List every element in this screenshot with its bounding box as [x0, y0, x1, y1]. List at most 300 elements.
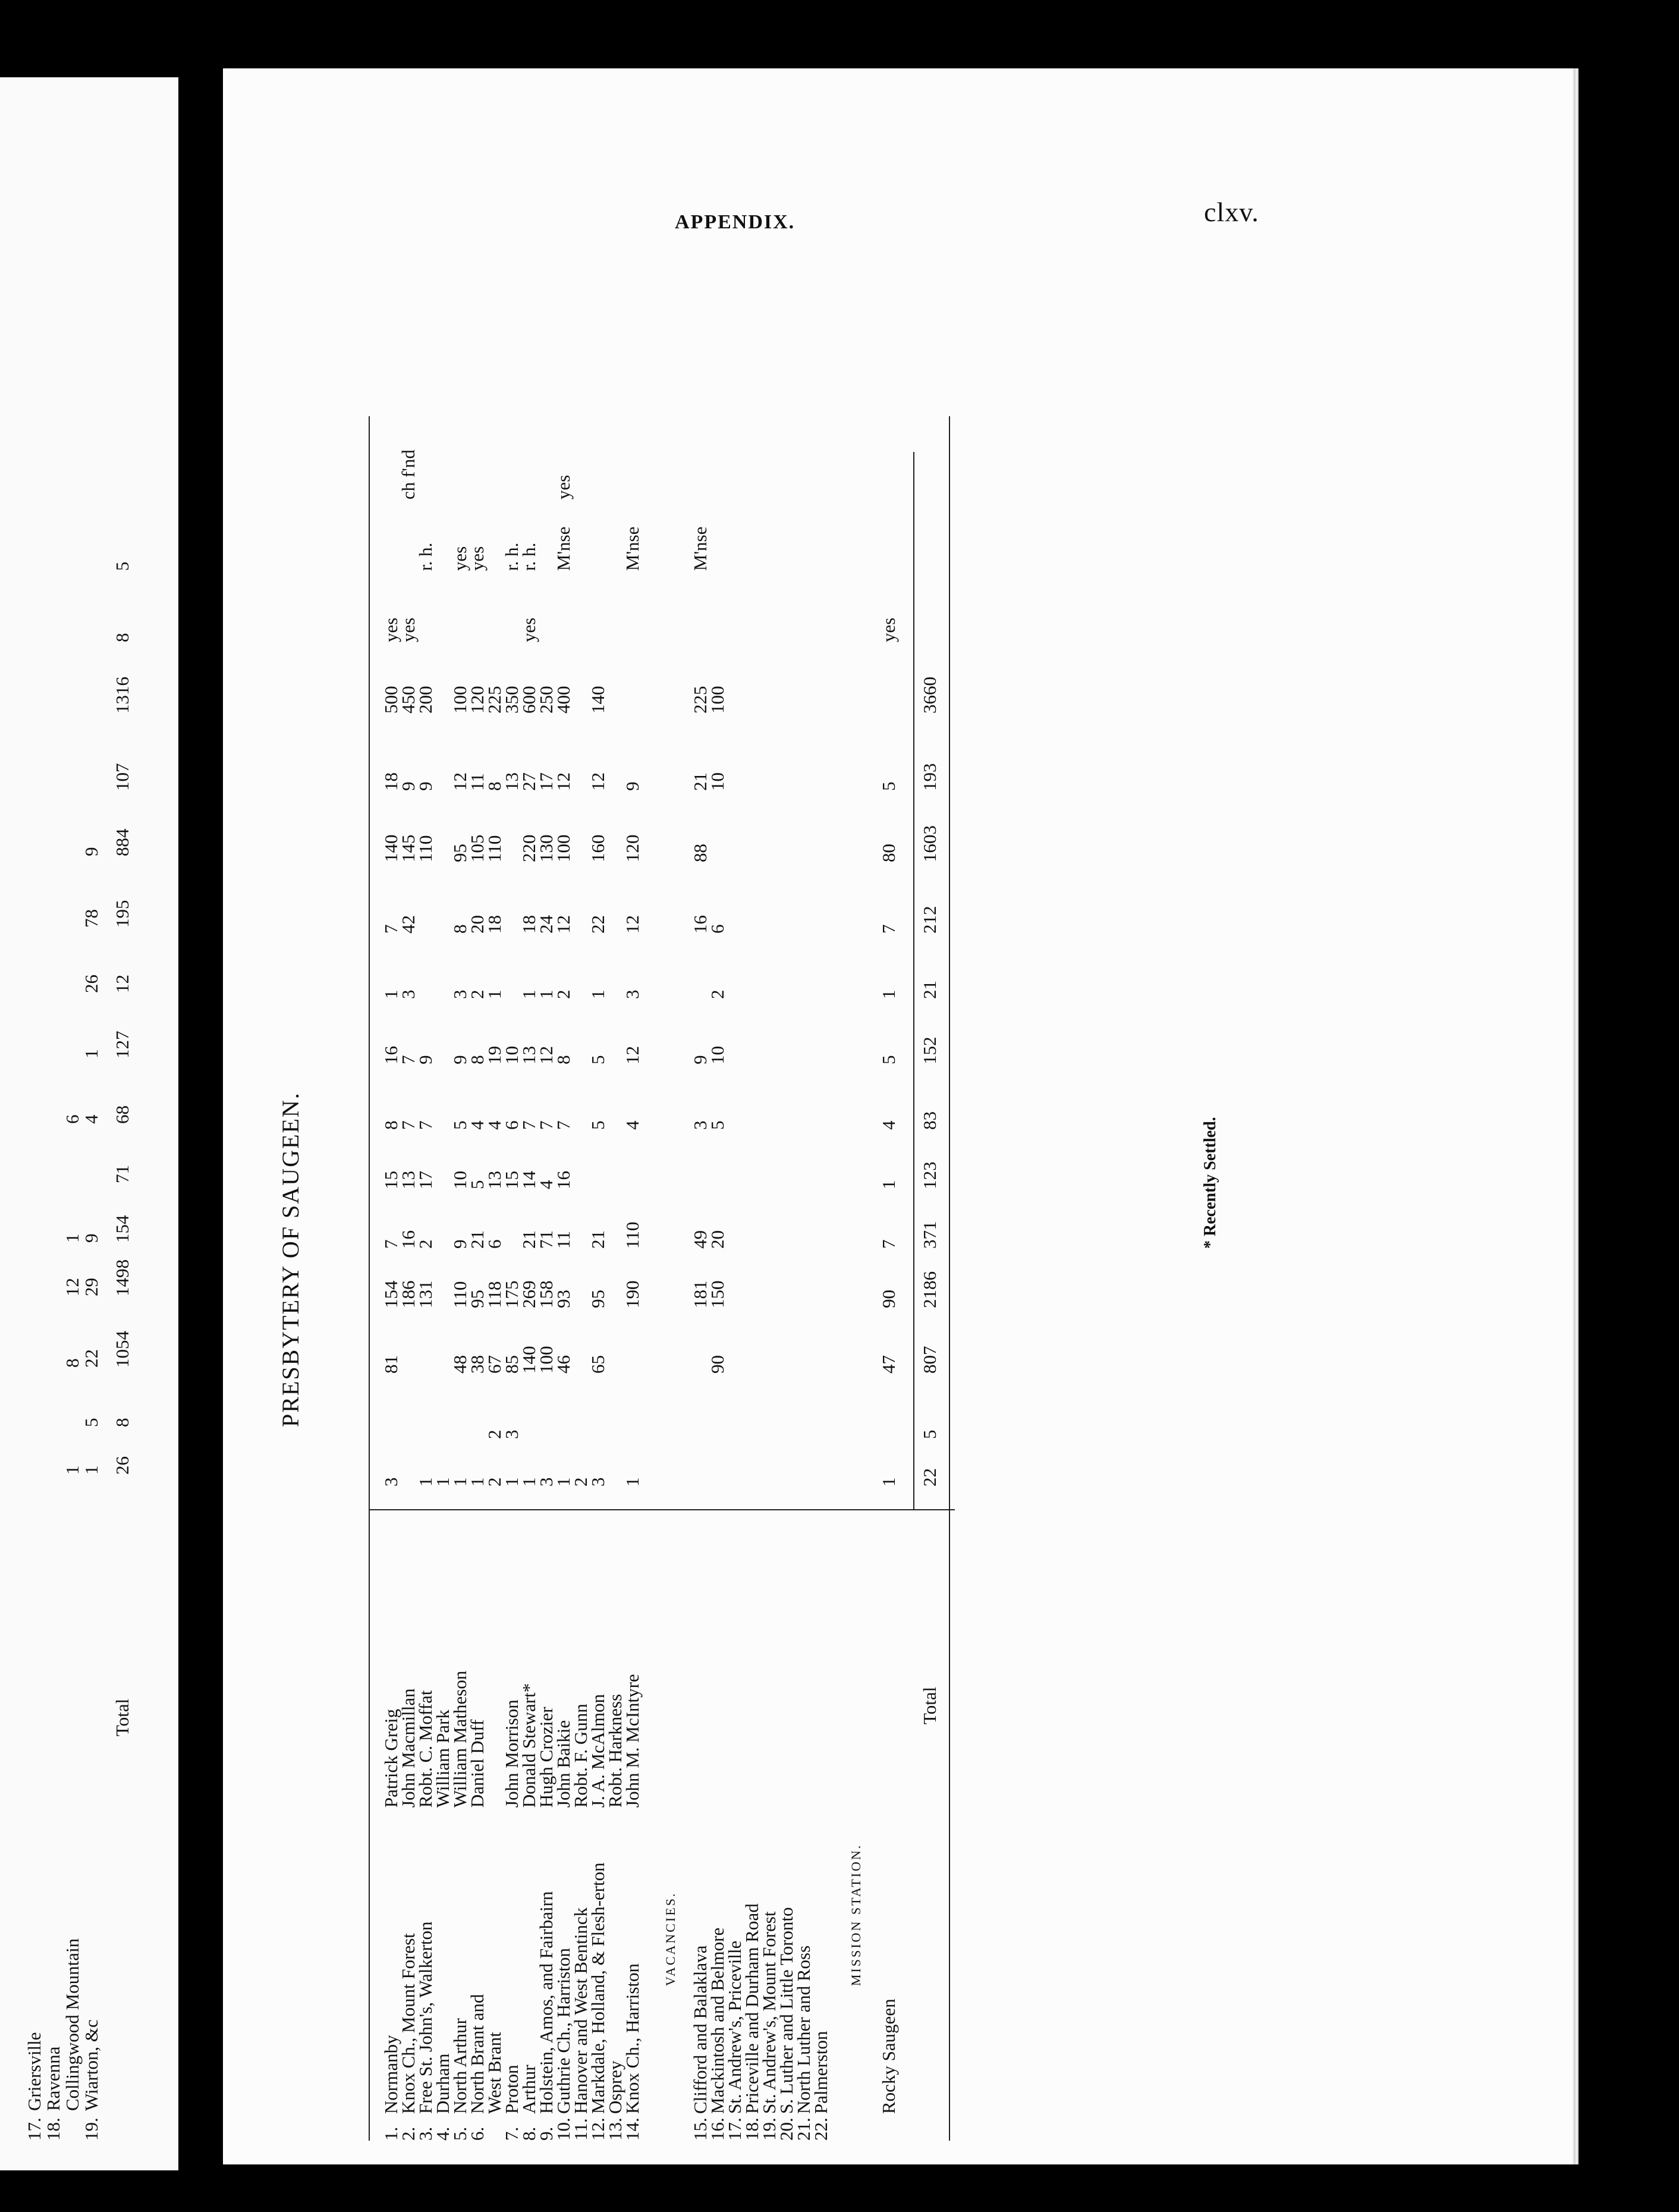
congregation-row-value: 13 — [501, 772, 522, 791]
congregation-row-value: 11 — [553, 1231, 574, 1249]
congregation-row-name: West Brant — [484, 2032, 505, 2114]
total-value: 21 — [919, 981, 940, 999]
congregation-row-value: 93 — [553, 1290, 574, 1308]
congregation-row-value: 269 — [518, 1280, 539, 1308]
congregation-row-value: 7 — [553, 1120, 574, 1130]
congregation-row-value: 11 — [467, 773, 488, 791]
left-total-value: 127 — [112, 1030, 133, 1058]
total-value: 3660 — [919, 677, 940, 714]
congregation-row-value: 9 — [398, 781, 419, 791]
left-row-value: 1 — [62, 1465, 83, 1475]
vacancy-row-value: 88 — [690, 844, 710, 862]
page-number: clxv. — [1204, 197, 1259, 227]
vacancy-row-value: 10 — [707, 1046, 728, 1064]
left-row-number: 19. — [81, 2117, 102, 2141]
total-value: 371 — [919, 1221, 940, 1249]
congregation-row-minister: John Macmillan — [398, 1688, 419, 1808]
congregation-row-value: 130 — [536, 834, 556, 862]
congregation-row-value: 140 — [587, 686, 608, 714]
congregation-row-value: 81 — [381, 1355, 401, 1374]
congregation-row-number: 14. — [622, 2117, 643, 2141]
left-total-value: 107 — [112, 763, 133, 791]
congregation-row-name: Proton — [501, 2065, 522, 2114]
congregation-row-minister: John M. McIntyre — [622, 1674, 643, 1808]
vacancy-row-value: 5 — [707, 1120, 728, 1130]
congregation-row-value: 13 — [398, 1171, 419, 1189]
congregation-row-value: 18 — [484, 915, 505, 934]
table-top-rule — [369, 416, 370, 2141]
left-total-value: 68 — [112, 1105, 133, 1124]
congregation-row-value: 2 — [415, 1239, 436, 1249]
mission-row-value: 1 — [878, 1180, 899, 1189]
left-total-value: 12 — [112, 975, 133, 993]
congregation-row-value: 3 — [622, 989, 643, 999]
left-row-number: 18. — [43, 2117, 64, 2141]
congregation-row-value: 6 — [501, 1120, 522, 1130]
table-title: PRESBYTERY OF SAUGEEN. — [277, 1092, 304, 1427]
vacancies-heading: VACANCIES. — [663, 1891, 678, 1986]
total-value: 807 — [919, 1346, 940, 1374]
congregation-row-value: 2 — [553, 989, 574, 999]
left-page-table — [12, 202, 178, 2141]
congregation-row-minister: J. A. McAlmon — [587, 1693, 608, 1808]
total-value: 22 — [919, 1468, 940, 1487]
congregation-row-minister: William Park — [432, 1710, 453, 1808]
vacancy-row-name: St. Andrew's, Priceville — [724, 1940, 745, 2114]
congregation-row-value: 38 — [467, 1355, 488, 1374]
congregation-row-value: 100 — [553, 834, 574, 862]
total-value: 152 — [919, 1036, 940, 1064]
vacancy-row-value: 3 — [690, 1120, 710, 1130]
mission-row-value: 90 — [878, 1290, 899, 1308]
left-row-value: 9 — [81, 847, 102, 856]
congregation-row-value: yes — [467, 546, 488, 571]
congregation-row-value: 8 — [381, 1120, 401, 1130]
congregation-row-value: 110 — [484, 835, 505, 862]
vacancy-row-value: 21 — [690, 772, 710, 791]
congregation-row-minister: William Matheson — [449, 1670, 470, 1808]
congregation-row-value: 48 — [449, 1355, 470, 1374]
congregation-row-value: r. h. — [415, 542, 436, 571]
column-rule — [369, 1509, 955, 1510]
congregation-row-value: 46 — [553, 1355, 574, 1374]
congregation-row-value: 8 — [467, 1055, 488, 1064]
congregation-row-value: 14 — [518, 1171, 539, 1189]
congregation-row-name: Knox Ch., Mount Forest — [398, 1933, 419, 2114]
vacancy-row-number: 21. — [793, 2117, 814, 2141]
congregation-row-name: Hanover and West Bentinck — [570, 1907, 591, 2114]
congregation-row-value: 7 — [536, 1120, 556, 1130]
congregation-row-name: North Brant and — [467, 1994, 488, 2114]
left-row-value: 1 — [81, 1465, 102, 1475]
congregation-row-value: 145 — [398, 834, 419, 862]
congregation-row-number: 11. — [570, 2118, 591, 2141]
vacancy-row-number: 22. — [810, 2117, 831, 2141]
left-row-value: 22 — [81, 1349, 102, 1368]
vacancy-row-value: 150 — [707, 1280, 728, 1308]
congregation-row-value: 5 — [449, 1120, 470, 1130]
total-value: 123 — [919, 1161, 940, 1189]
congregation-row-value: 21 — [467, 1230, 488, 1249]
congregation-row-value: 15 — [501, 1171, 522, 1189]
congregation-row-name: Free St. John's, Walkerton — [415, 1921, 436, 2114]
vacancy-row-name: S. Luther and Little Toronto — [776, 1907, 797, 2114]
total-value: 83 — [919, 1111, 940, 1130]
congregation-row-value: 1 — [553, 1477, 574, 1487]
congregation-row-value: 6 — [484, 1239, 505, 1249]
congregation-row-value: 67 — [484, 1355, 505, 1374]
congregation-row-value: 100 — [449, 686, 470, 714]
congregation-row-value: 200 — [415, 686, 436, 714]
congregation-row-value: 85 — [501, 1355, 522, 1374]
vacancy-row-value: 100 — [707, 686, 728, 714]
vacancy-row-number: 20. — [776, 2117, 797, 2141]
congregation-row-value: 20 — [467, 915, 488, 934]
congregation-row-value: 1 — [432, 1477, 453, 1487]
vacancy-row-number: 16. — [707, 2117, 728, 2141]
congregation-row-value: 18 — [518, 915, 539, 934]
congregation-row-value: 5 — [587, 1120, 608, 1130]
congregation-row-value: 600 — [518, 686, 539, 714]
congregation-row-value: 4 — [484, 1120, 505, 1130]
congregation-row-number: 2. — [398, 2126, 419, 2141]
congregation-row-value: 4 — [536, 1180, 556, 1189]
congregation-row-value: 100 — [536, 1346, 556, 1374]
congregation-row-name: Markdale, Holland, & Flesh-erton — [587, 1862, 608, 2114]
total-value: 193 — [919, 763, 940, 791]
congregation-row-value: 1 — [467, 1477, 488, 1487]
mission-row-value: 5 — [878, 1055, 899, 1064]
congregation-row-value: 118 — [484, 1281, 505, 1308]
mission-row-value: yes — [878, 617, 899, 642]
congregation-row-value: 140 — [518, 1346, 539, 1374]
vacancy-row-value: 181 — [690, 1280, 710, 1308]
vacancy-row-name: Palmerston — [810, 2031, 831, 2114]
left-row-value: 29 — [81, 1278, 102, 1296]
page-header-title: APPENDIX. — [675, 211, 796, 233]
congregation-row-value: 12 — [553, 915, 574, 934]
congregation-row-value: yes — [381, 617, 401, 642]
congregation-row-value: 8 — [484, 781, 505, 791]
congregation-row-value: 110 — [622, 1221, 643, 1249]
vacancy-row-value: 225 — [690, 686, 710, 714]
congregation-row-value: 1 — [449, 1477, 470, 1487]
congregation-row-value: 1 — [381, 989, 401, 999]
congregation-row-value: 110 — [415, 835, 436, 862]
vacancy-row-value: 2 — [707, 989, 728, 999]
congregation-row-value: 7 — [518, 1120, 539, 1130]
congregation-row-value: 2 — [484, 1477, 505, 1487]
mission-row-value: 80 — [878, 844, 899, 862]
congregation-row-value: 350 — [501, 686, 522, 714]
congregation-row-value: 9 — [449, 1239, 470, 1249]
congregation-row-value: 1 — [536, 989, 556, 999]
congregation-row-name: Durham — [432, 2053, 453, 2114]
congregation-row-value: 1 — [484, 989, 505, 999]
congregation-row-minister: John Morrison — [501, 1699, 522, 1808]
congregation-row-value: 175 — [501, 1280, 522, 1308]
left-row-name: Ravenna — [43, 2046, 64, 2111]
congregation-row-value: 8 — [553, 1055, 574, 1064]
congregation-row-value: 4 — [622, 1120, 643, 1130]
congregation-row-value: 3 — [381, 1477, 401, 1487]
left-row-value: 6 — [62, 1114, 83, 1124]
left-total-value: 71 — [112, 1165, 133, 1183]
congregation-row-value: 1 — [622, 1477, 643, 1487]
congregation-row-value: 4 — [467, 1120, 488, 1130]
left-row-name: Griersville — [24, 2032, 45, 2111]
congregation-row-value: 110 — [449, 1281, 470, 1308]
congregation-row-value: 131 — [415, 1280, 436, 1308]
congregation-row-value: 3 — [398, 989, 419, 999]
congregation-row-minister: John Baikie — [553, 1720, 574, 1808]
congregation-row-number: 10. — [553, 2117, 574, 2141]
vacancy-row-value: 49 — [690, 1230, 710, 1249]
congregation-row-value: 3 — [449, 989, 470, 999]
mission-row-value: 1 — [878, 1477, 899, 1487]
congregation-row-number: 12. — [587, 2117, 608, 2141]
left-row-value: 12 — [62, 1278, 83, 1296]
congregation-row-name: Guthrie Ch., Harriston — [553, 1948, 574, 2114]
congregation-row-value: 12 — [622, 1046, 643, 1064]
left-total-value: 154 — [112, 1215, 133, 1243]
congregation-row-value: yes — [449, 546, 470, 571]
total-value: 212 — [919, 906, 940, 934]
congregation-row-name: Knox Ch., Harriston — [622, 1963, 643, 2114]
congregation-row-minister: Daniel Duff — [467, 1719, 488, 1808]
left-total-value: 884 — [112, 828, 133, 856]
congregation-row-value: ch f'nd — [398, 450, 419, 499]
congregation-row-value: 120 — [467, 686, 488, 714]
congregation-row-value: 21 — [587, 1230, 608, 1249]
left-row-number: 17. — [24, 2117, 45, 2141]
congregation-row-value: 2 — [570, 1477, 591, 1487]
congregation-row-value: 21 — [518, 1230, 539, 1249]
left-total-value: 1498 — [112, 1259, 133, 1296]
congregation-row-minister: Robt. C. Moffat — [415, 1690, 436, 1808]
vacancy-row-value: M'nse — [690, 526, 710, 571]
left-row-value: 5 — [81, 1418, 102, 1427]
left-total-value: 1316 — [112, 677, 133, 714]
left-row-value: 1 — [81, 1049, 102, 1058]
congregation-row-value: 1 — [501, 1477, 522, 1487]
mission-row-name: Rocky Saugeen — [878, 1999, 899, 2114]
congregation-row-value: 220 — [518, 834, 539, 862]
congregation-row-value: 27 — [518, 772, 539, 791]
footnote: * Recently Settled. — [1201, 1117, 1219, 1249]
congregation-row-value: 12 — [622, 915, 643, 934]
total-value: 1603 — [919, 825, 940, 862]
congregation-row-value: yes — [518, 617, 539, 642]
congregation-row-value: 2 — [484, 1429, 505, 1439]
congregation-row-value: 42 — [398, 915, 419, 934]
congregation-row-value: 154 — [381, 1280, 401, 1308]
congregation-row-value: 1 — [587, 989, 608, 999]
left-total-value: 1054 — [112, 1331, 133, 1368]
left-row-value: 1 — [62, 1233, 83, 1243]
left-row-value: 26 — [81, 975, 102, 993]
congregation-row-number: 3. — [415, 2126, 436, 2141]
mission-row-value: 5 — [878, 781, 899, 791]
congregation-row-value: 250 — [536, 686, 556, 714]
congregation-row-value: M'nse — [622, 526, 643, 571]
congregation-row-value: 10 — [501, 1046, 522, 1064]
vacancy-row-number: 19. — [759, 2117, 779, 2141]
congregation-row-value: 140 — [381, 834, 401, 862]
total-value: 2186 — [919, 1271, 940, 1308]
left-row-value: 9 — [81, 1233, 102, 1243]
congregation-row-value: 7 — [398, 1120, 419, 1130]
left-total-value: 8 — [112, 1418, 133, 1427]
mission-heading: MISSION STATION. — [848, 1843, 863, 1986]
congregation-row-number: 5. — [449, 2126, 470, 2141]
congregation-row-value: 9 — [622, 781, 643, 791]
congregation-row-value: 12 — [449, 772, 470, 791]
left-row-name: Collingwood Mountain — [62, 1938, 83, 2111]
congregation-row-value: 16 — [398, 1230, 419, 1249]
congregation-row-value: 1 — [518, 989, 539, 999]
congregation-row-value: 10 — [449, 1171, 470, 1189]
vacancy-row-number: 18. — [741, 2117, 762, 2141]
left-total-value: 8 — [112, 633, 133, 642]
congregation-row-value: 7 — [381, 1239, 401, 1249]
congregation-row-value: 225 — [484, 686, 505, 714]
left-row-value: 4 — [81, 1114, 102, 1124]
congregation-row-value: 3 — [536, 1477, 556, 1487]
vacancy-row-name: Priceville and Durham Road — [741, 1903, 762, 2114]
congregation-row-value: M'nse — [553, 526, 574, 571]
congregation-row-value: 18 — [381, 772, 401, 791]
mission-row-value: 7 — [878, 1239, 899, 1249]
congregation-row-minister: Hugh Crozier — [536, 1707, 556, 1808]
congregation-row-number: 13. — [605, 2117, 625, 2141]
congregation-row-value: 95 — [467, 1290, 488, 1308]
congregation-row-number: 4. — [432, 2126, 453, 2141]
vacancy-row-value: 90 — [707, 1355, 728, 1374]
congregation-row-minister: Patrick Greig — [381, 1708, 401, 1808]
congregation-row-value: 500 — [381, 686, 401, 714]
congregation-row-value: 95 — [587, 1290, 608, 1308]
left-row-value: 8 — [62, 1358, 83, 1368]
total-value: 5 — [919, 1429, 940, 1439]
congregation-row-value: 19 — [484, 1046, 505, 1064]
congregation-row-value: 450 — [398, 686, 419, 714]
congregation-row-value: 13 — [518, 1046, 539, 1064]
left-row-value: 78 — [81, 909, 102, 928]
congregation-row-value: 17 — [536, 772, 556, 791]
left-row-name: Wiarton, &c — [81, 2019, 102, 2111]
congregation-row-value: 5 — [587, 1055, 608, 1064]
congregation-row-value: 12 — [536, 1046, 556, 1064]
vacancy-row-number: 15. — [690, 2117, 710, 2141]
congregation-row-value: 3 — [501, 1429, 522, 1439]
congregation-row-number: 8. — [518, 2126, 539, 2141]
left-total-value: 5 — [112, 561, 133, 571]
vacancy-row-value: 9 — [690, 1055, 710, 1064]
congregation-row-value: 9 — [449, 1055, 470, 1064]
congregation-row-value: yes — [553, 475, 574, 499]
congregation-row-name: Osprey — [605, 2060, 625, 2114]
congregation-row-value: 12 — [553, 772, 574, 791]
congregation-row-value: 8 — [449, 924, 470, 934]
congregation-row-minister: Robt. F. Gunn — [570, 1704, 591, 1808]
mission-row-value: 7 — [878, 924, 899, 934]
congregation-row-value: 24 — [536, 915, 556, 934]
congregation-row-value: 158 — [536, 1280, 556, 1308]
congregation-row-name: Normanby — [381, 2035, 401, 2114]
congregation-row-value: 1 — [518, 1477, 539, 1487]
congregation-row-value: 400 — [553, 686, 574, 714]
congregation-row-value: 7 — [398, 1055, 419, 1064]
congregation-row-value: 186 — [398, 1280, 419, 1308]
congregation-row-name: Arthur — [518, 2065, 539, 2114]
vacancy-row-value: 10 — [707, 772, 728, 791]
vacancy-row-name: Clifford and Balaklava — [690, 1945, 710, 2114]
congregation-row-value: r. h. — [501, 542, 522, 571]
total-rule — [913, 452, 914, 1510]
congregation-row-value: 16 — [553, 1171, 574, 1189]
left-total-value: 195 — [112, 900, 133, 928]
vacancy-row-name: North Luther and Ross — [793, 1945, 814, 2114]
congregation-row-number: 6. — [467, 2126, 488, 2141]
congregation-row-value: 16 — [381, 1046, 401, 1064]
congregation-row-value: 65 — [587, 1355, 608, 1374]
congregation-row-value: 5 — [467, 1180, 488, 1189]
mission-row-value: 47 — [878, 1355, 899, 1374]
left-total-label: Total — [112, 1698, 133, 1736]
presbytery-table — [277, 202, 1225, 2141]
congregation-row-value: 13 — [484, 1171, 505, 1189]
vacancy-row-value: 20 — [707, 1230, 728, 1249]
table-bottom-rule — [949, 416, 950, 2141]
congregation-row-value: 2 — [467, 989, 488, 999]
total-label: Total — [919, 1686, 940, 1724]
congregation-row-number: 9. — [536, 2126, 556, 2141]
congregation-row-value: 190 — [622, 1280, 643, 1308]
congregation-row-minister: Donald Stewart* — [518, 1683, 539, 1808]
vacancy-row-name: Mackintosh and Belmore — [707, 1927, 728, 2114]
congregation-row-value: 7 — [415, 1120, 436, 1130]
vacancy-row-value: 6 — [707, 924, 728, 934]
congregation-row-value: 7 — [381, 924, 401, 934]
congregation-row-value: 120 — [622, 834, 643, 862]
congregation-row-value: 71 — [536, 1230, 556, 1249]
congregation-row-value: 1 — [415, 1477, 436, 1487]
congregation-row-value: 22 — [587, 915, 608, 934]
congregation-row-value: 15 — [381, 1171, 401, 1189]
congregation-row-value: 9 — [415, 781, 436, 791]
congregation-row-value: 160 — [587, 834, 608, 862]
congregation-row-minister: Robt. Harkness — [605, 1693, 625, 1808]
congregation-row-name: North Arthur — [449, 2018, 470, 2114]
vacancy-row-number: 17. — [724, 2117, 745, 2141]
congregation-row-number: 1. — [381, 2126, 401, 2141]
congregation-row-value: 95 — [449, 844, 470, 862]
congregation-row-value: r. h. — [518, 542, 539, 571]
congregation-row-value: yes — [398, 617, 419, 642]
congregation-row-value: 17 — [415, 1171, 436, 1189]
congregation-row-name: Holstein, Amos, and Fairbairn — [536, 1891, 556, 2114]
congregation-row-number: 7. — [501, 2126, 522, 2141]
vacancy-row-value: 16 — [690, 915, 710, 934]
congregation-row-value: 3 — [587, 1477, 608, 1487]
congregation-row-value: 105 — [467, 834, 488, 862]
congregation-row-value: 9 — [415, 1055, 436, 1064]
mission-row-value: 1 — [878, 989, 899, 999]
mission-row-value: 4 — [878, 1120, 899, 1130]
congregation-row-value: 12 — [587, 772, 608, 791]
left-total-value: 26 — [112, 1456, 133, 1475]
